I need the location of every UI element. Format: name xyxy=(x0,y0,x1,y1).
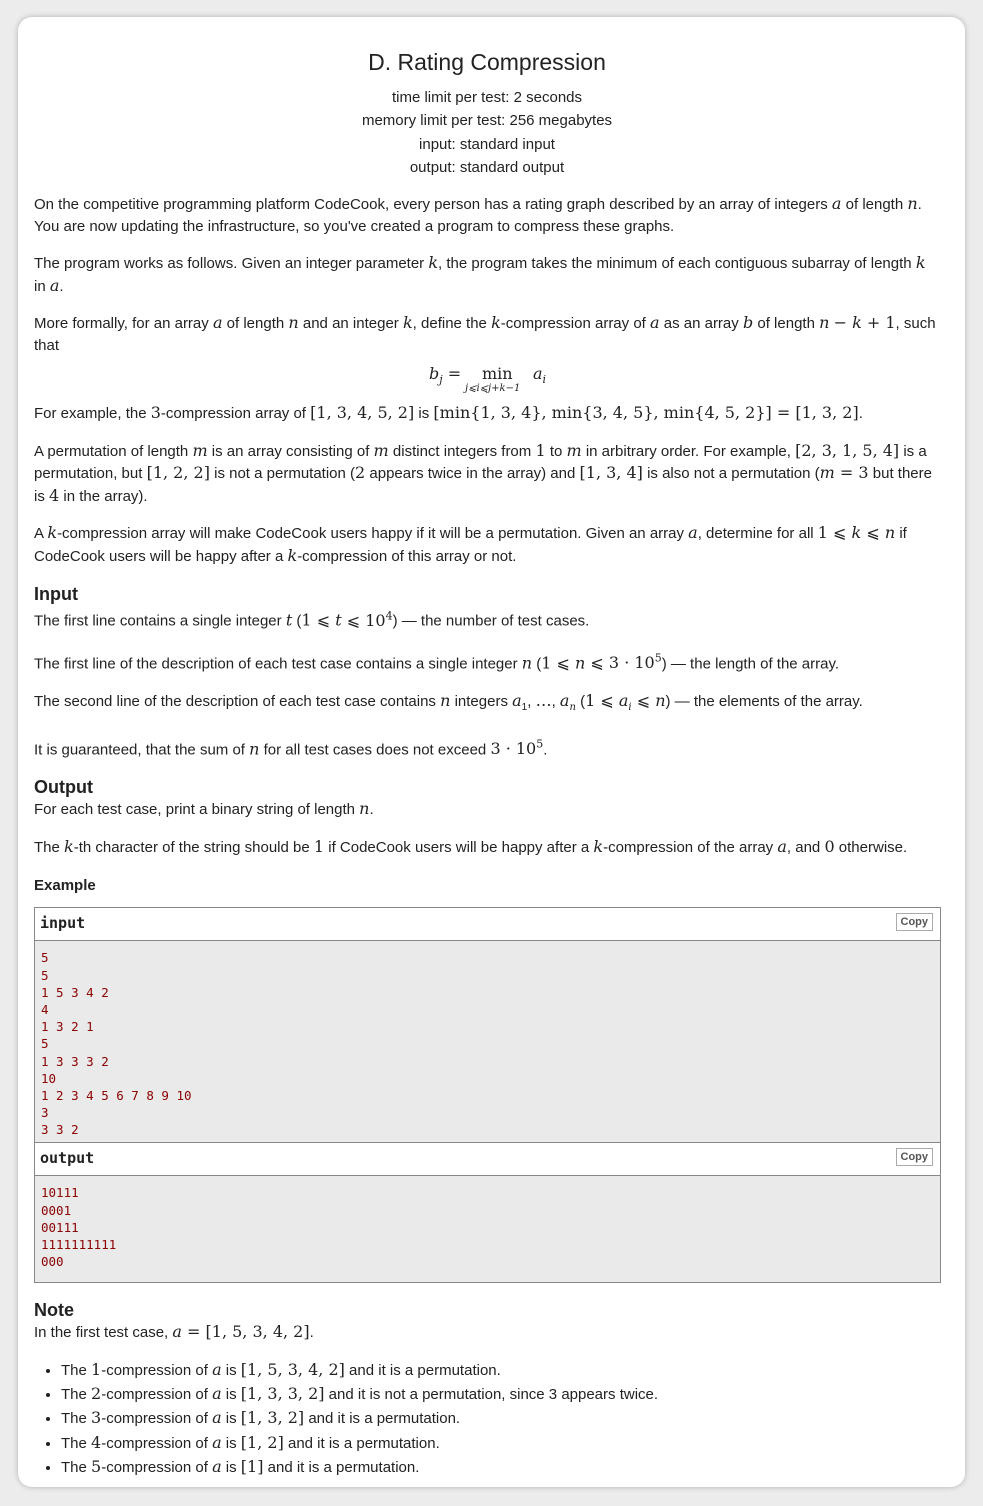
note-item-k: 4 xyxy=(91,1432,102,1452)
limits-block xyxy=(34,86,940,179)
note-item-k: 3 xyxy=(91,1408,102,1428)
note-list-item xyxy=(61,1382,940,1406)
note-list xyxy=(34,1358,940,1479)
input-box-title: input xyxy=(40,914,86,933)
note-item-array: [1, 2] xyxy=(240,1432,284,1452)
note-item-var: a xyxy=(212,1408,222,1428)
output-spec: output: standard output xyxy=(409,158,565,176)
note-list-item xyxy=(61,1358,940,1382)
input-line-2: The first line of the description of each test case contains a single integer n (1 ⩽ n ⩽ $3 \cdot 10^5$) — the length of the array. xyxy=(34,652,840,673)
note-item-mid: -compression of xyxy=(101,1459,213,1477)
note-item-array: [1, 5, 3, 4, 2] xyxy=(240,1359,345,1379)
input-line-4: It is guaranteed, that the sum of n for all test cases does not exceed $3 \cdot 10^5$. xyxy=(34,737,548,758)
note-item-prefix: The xyxy=(61,1459,92,1477)
example-output-text: 10111 0001 00111 1111111111 000 xyxy=(41,1185,117,1270)
output-box-header xyxy=(35,1142,940,1176)
example-box xyxy=(34,907,941,1283)
note-item-tail: and it is not a permutation, since 3 appears twice. xyxy=(324,1386,659,1404)
note-item-k: 1 xyxy=(91,1359,102,1379)
note-item-is: is xyxy=(221,1410,241,1428)
note-item-var: a xyxy=(212,1457,222,1477)
input-heading: Input xyxy=(34,584,78,605)
note-item-tail: and it is a permutation. xyxy=(304,1410,461,1428)
note-heading: Note xyxy=(34,1300,74,1321)
statement-p2: The program works as follows. Given an integer parameter k, the program takes the minimum of each contiguous subarray of length k in a. xyxy=(34,253,926,295)
note-item-mid: -compression of xyxy=(101,1410,213,1428)
example-heading: Example xyxy=(34,877,96,895)
note-list-item xyxy=(61,1431,940,1455)
note-item-array: [1] xyxy=(240,1457,264,1477)
note-item-array: [1, 3, 3, 2] xyxy=(240,1384,325,1404)
output-heading: Output xyxy=(34,777,93,798)
note-item-is: is xyxy=(221,1361,241,1379)
note-item-is: is xyxy=(221,1386,241,1404)
note-item-var: a xyxy=(212,1384,222,1404)
input-spec: input: standard input xyxy=(419,135,555,153)
note-list-item xyxy=(61,1455,940,1479)
problem-title: D. Rating Compression xyxy=(368,49,606,75)
time-limit: time limit per test: 2 seconds xyxy=(391,89,583,106)
note-item-is: is xyxy=(221,1459,241,1477)
copy-input-button[interactable]: Copy xyxy=(896,913,934,931)
statement-p3: More formally, for an array a of length n and an integer k, define the k-compression array of a as an array b of length n − k + 1, such that xyxy=(34,313,936,354)
statement-p5: A permutation of length m is an array consisting of m distinct integers from 1 to m in arbitrary order. For example, [2, 3, 1, 5, 4] is a permutation, but [1, 2, 2] is not a permutation (2 appears twice in the array) and [1, 3, 4] is also not a permutation (m = 3 but there is 4 in the array). xyxy=(34,440,932,505)
note-item-mid: -compression of xyxy=(101,1434,213,1452)
output-box-title: output xyxy=(40,1149,95,1168)
note-item-k: 2 xyxy=(91,1384,102,1404)
note-item-tail: and it is a permutation. xyxy=(344,1361,501,1379)
problem-content xyxy=(34,17,940,1479)
output-line-2: The k-th character of the string should be 1 if CodeCook users will be happy after a k-compression of the array a, and 0 otherwise. xyxy=(34,836,908,856)
note-item-array: [1, 3, 2] xyxy=(240,1408,305,1428)
formula: $b_j$ = min j⩽i⩽j+k−1 $a_i$ xyxy=(429,364,547,395)
note-item-prefix: The xyxy=(61,1434,92,1452)
statement-p6: A k-compression array will make CodeCook users happy if it will be a permutation. Given an array a, determine for all 1 ⩽ k ⩽ n if CodeCook users will be happy after a k-compression of this array or not. xyxy=(34,523,907,565)
output-line-1: For each test case, print a binary string of length n. xyxy=(34,799,374,819)
note-item-var: a xyxy=(212,1432,222,1452)
example-input-text: 5 5 1 5 3 4 2 4 1 3 2 1 5 1 3 3 3 2 10 1 2 3 4 5 6 7 8 9 10 3 3 3 2 xyxy=(41,950,192,1138)
note-item-tail: and it is a permutation. xyxy=(283,1434,440,1452)
note-item-k: 5 xyxy=(91,1457,102,1477)
copy-output-button[interactable]: Copy xyxy=(896,1148,934,1166)
input-line-1: The first line contains a single integer t (1 ⩽ t ⩽ $10^4$) — the number of test cases. xyxy=(34,609,590,630)
statement-p4: For example, the 3-compression array of [1, 3, 4, 5, 2] is [min{1, 3, 4}, min{3, 4, 5}, min{4, 5, 2}] = [1, 3, 2]. xyxy=(34,403,863,423)
statement-p1: On the competitive programming platform CodeCook, every person has a rating graph described by an array of integers a of length n. You are now updating the infrastructure, so you've created a program to compress these graphs. xyxy=(34,194,922,235)
problem-card xyxy=(18,17,965,1487)
input-box-header xyxy=(35,908,940,941)
note-list-item xyxy=(61,1406,940,1430)
note-item-tail: and it is a permutation. xyxy=(263,1459,420,1477)
note-item-prefix: The xyxy=(61,1361,92,1379)
note-item-is: is xyxy=(221,1434,241,1452)
memory-limit: memory limit per test: 256 megabytes xyxy=(361,112,613,130)
input-line-3: The second line of the description of each test case contains n integers $a_1$, …, $a_n$ (1 ⩽ $a_i$ ⩽ n) — the elements of the array. xyxy=(34,690,863,714)
note-item-prefix: The xyxy=(61,1410,92,1428)
note-intro: In the first test case, a = [1, 5, 3, 4, 2]. xyxy=(34,1322,314,1342)
note-item-mid: -compression of xyxy=(101,1386,213,1404)
note-item-mid: -compression of xyxy=(101,1361,213,1379)
note-item-prefix: The xyxy=(61,1386,92,1404)
note-item-var: a xyxy=(212,1359,222,1379)
